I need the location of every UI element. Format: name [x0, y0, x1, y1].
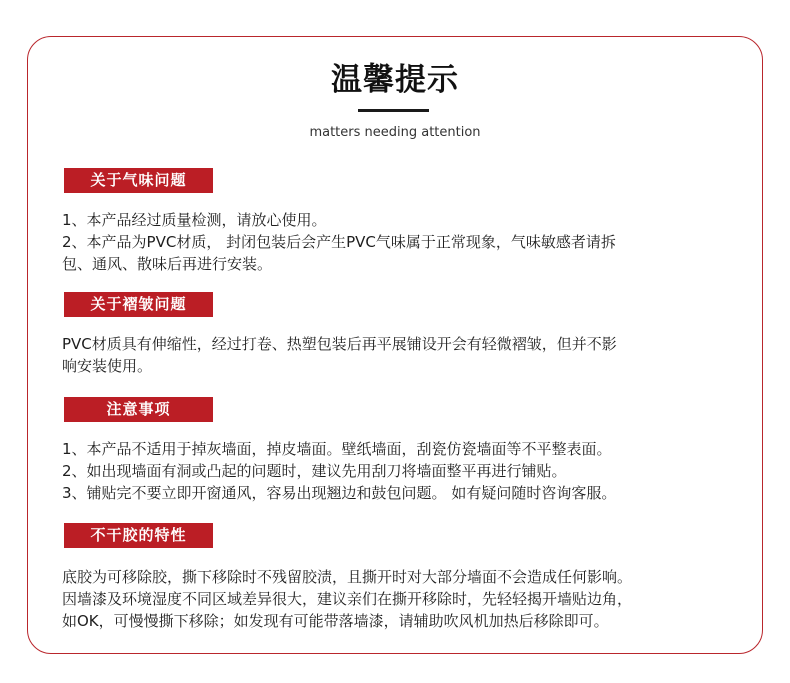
odor-line-2: 2、本产品为PVC材质， 封闭包装后会产生PVC气味属于正常现象，气味敏感者请拆: [62, 233, 616, 251]
section-heading-adhesive: 不干胶的特性: [64, 523, 213, 548]
wrinkle-line-1: PVC材质具有伸缩性，经过打卷、热塑包装后再平展铺设开会有轻微褶皱，但并不影: [62, 335, 617, 353]
adhesive-line-3: 如OK，可慢慢撕下移除；如发现有可能带落墙漆，请辅助吹风机加热后移除即可。: [62, 612, 609, 630]
adhesive-line-2: 因墙漆及环境湿度不同区域差异很大，建议亲们在撕开移除时，先轻轻揭开墙贴边角，: [62, 590, 633, 608]
section-heading-precautions: 注意事项: [64, 397, 213, 422]
adhesive-line-1: 底胶为可移除胶，撕下移除时不残留胶渍，且撕开时对大部分墙面不会造成任何影响。: [62, 568, 633, 586]
section-heading-odor: 关于气味问题: [64, 168, 213, 193]
section-body-wrinkle: [62, 333, 752, 377]
section-heading-wrinkle: 关于褶皱问题: [64, 292, 213, 317]
precautions-line-1: 1、本产品不适用于掉灰墙面，掉皮墙面。壁纸墙面，刮瓷仿瓷墙面等不平整表面。: [62, 440, 612, 458]
section-body-precautions: [62, 438, 752, 504]
wrinkle-line-2: 响安装使用。: [62, 357, 153, 375]
page-subtitle: matters needing attention: [309, 125, 481, 140]
page-title: 温馨提示: [331, 62, 459, 98]
precautions-line-3: 3、铺贴完不要立即开窗通风，容易出现翘边和鼓包问题。 如有疑问随时咨询客服。: [62, 484, 617, 502]
odor-line-1: 1、本产品经过质量检测，请放心使用。: [62, 211, 327, 229]
section-body-adhesive: [62, 566, 752, 632]
precautions-line-2: 2、如出现墙面有洞或凸起的问题时，建议先用刮刀将墙面整平再进行铺贴。: [62, 462, 567, 480]
odor-line-3: 包、通风、散味后再进行安装。: [62, 255, 273, 273]
section-body-odor: [62, 209, 752, 275]
title-underline: [358, 109, 429, 112]
